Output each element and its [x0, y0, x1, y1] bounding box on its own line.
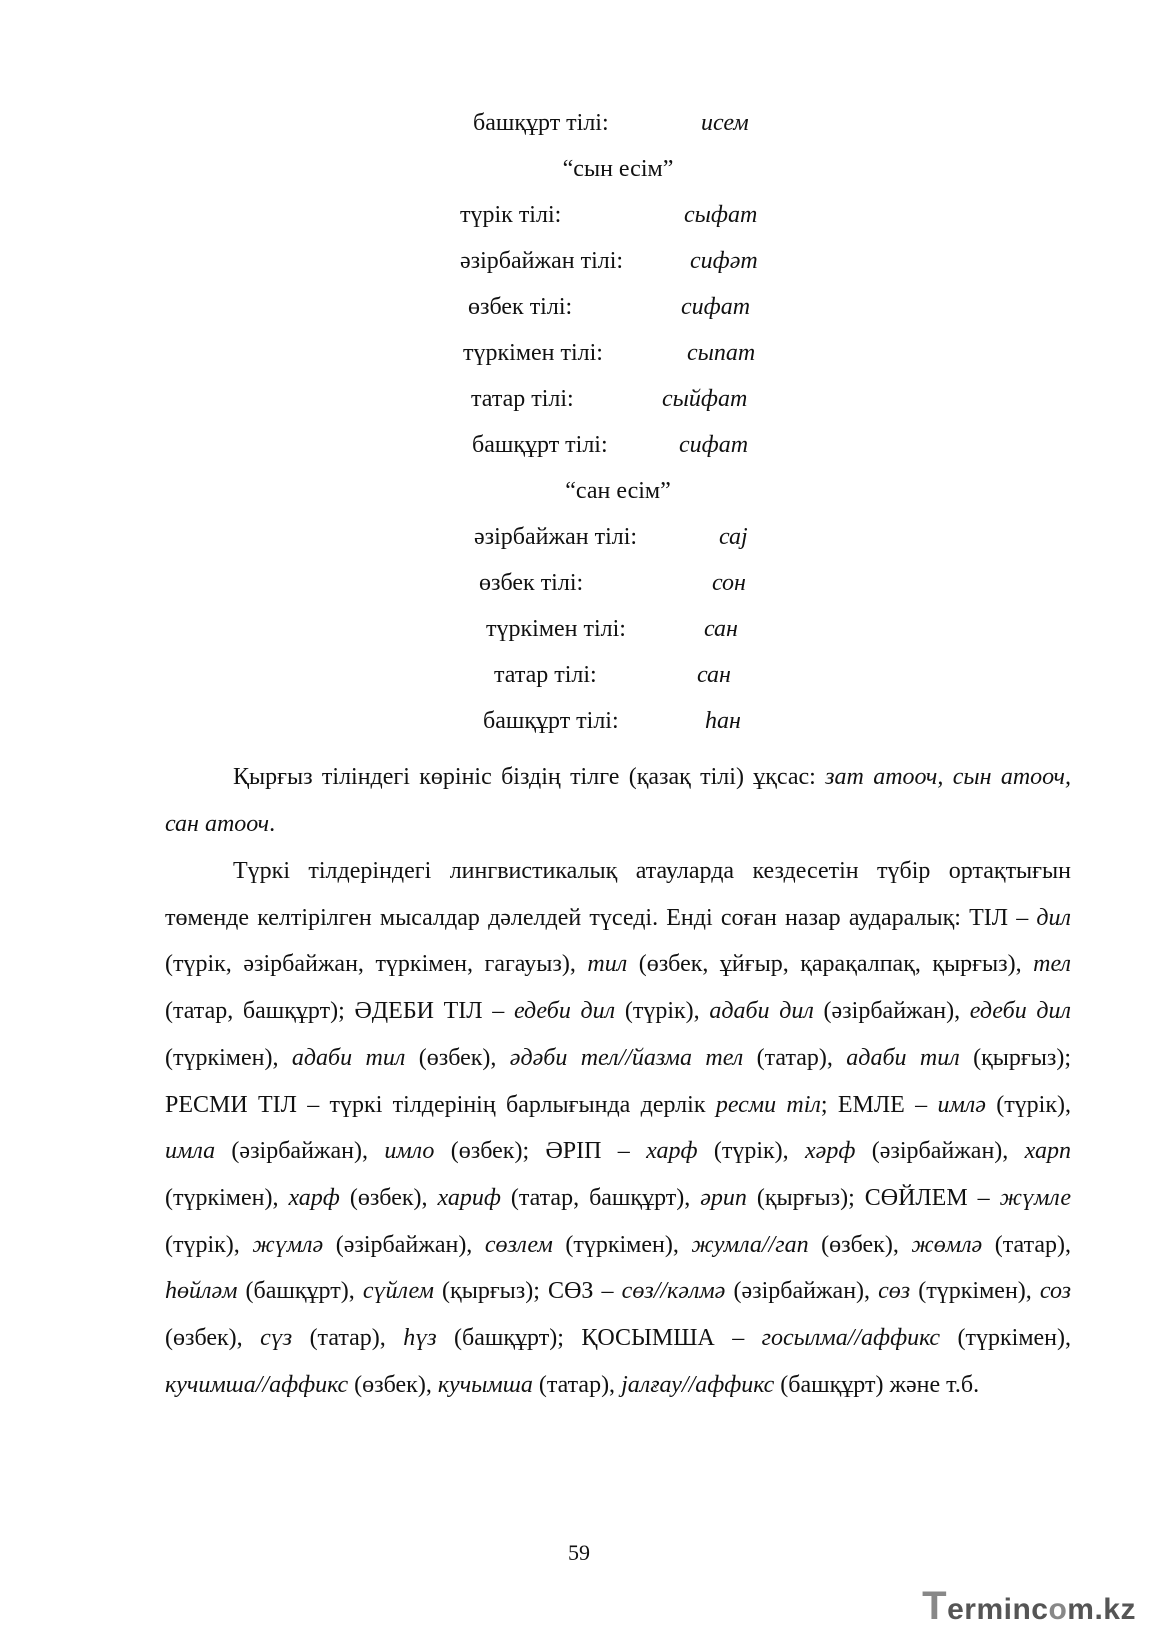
- paragraph-text: (татар, башқұрт); ӘДЕБИ ТІЛ –: [165, 998, 514, 1025]
- paragraph-text: (қырғыз); РЕСМИ ТІЛ – түркі тілдерінің барлығында дерлік: [165, 1044, 1072, 1118]
- list-row: [468, 292, 751, 322]
- paragraph-text: (өзбек); ӘРІП –: [434, 1138, 647, 1165]
- section-heading: “сын есім”: [562, 156, 674, 182]
- term-italic: хәрф: [805, 1138, 856, 1165]
- language-label: татар тілі:: [494, 662, 597, 688]
- paragraph-text: (түркімен),: [910, 1278, 1040, 1305]
- term-word: сон: [712, 570, 746, 596]
- term-italic: һөйләм: [165, 1278, 238, 1305]
- paragraph-text: (түрік),: [985, 1091, 1072, 1118]
- term-italic: имла: [165, 1138, 216, 1165]
- term-italic: едеби дил: [513, 998, 616, 1025]
- term-italic: тел: [1033, 951, 1072, 978]
- term-italic: әрип: [700, 1184, 747, 1211]
- paragraph-text: (түркімен),: [165, 1184, 289, 1211]
- paragraph-text: (татар),: [982, 1231, 1072, 1258]
- term-italic: сөз: [878, 1278, 911, 1305]
- term-italic: ресми тіл: [715, 1091, 821, 1118]
- paragraph-text: (татар),: [292, 1325, 404, 1352]
- paragraph-kyrgyz: [165, 754, 1071, 847]
- term-italic: јалғау//аффикс: [621, 1371, 775, 1398]
- term-italic: жүмле: [999, 1184, 1072, 1211]
- term-italic: адаби тил: [846, 1044, 960, 1071]
- list-row: [486, 614, 738, 644]
- paragraph-text: (түркімен),: [165, 1044, 292, 1071]
- term-italic: жүмлә: [252, 1231, 324, 1258]
- term-italic: кучымша: [437, 1371, 533, 1398]
- paragraph-text: (өзбек),: [808, 1231, 912, 1258]
- paragraph-text: (башқұрт); ҚОСЫМША –: [436, 1325, 762, 1352]
- paragraph-text: (өзбек, ұйғыр, қарақалпақ, қырғыз),: [627, 951, 1034, 978]
- term-italic: харп: [1024, 1138, 1071, 1165]
- term-word: исем: [701, 110, 749, 136]
- page-number: 59: [568, 1540, 590, 1565]
- term-italic: һүз: [403, 1325, 437, 1352]
- list-row: [463, 338, 756, 368]
- term-word: сыпат: [687, 340, 756, 366]
- paragraph-text: (түрік),: [615, 998, 710, 1025]
- list-row: [474, 522, 748, 552]
- list-row: [471, 384, 748, 414]
- term-italic: едеби дил: [969, 998, 1071, 1025]
- paragraph-text: .: [269, 810, 276, 837]
- paragraph-text: (башқұрт),: [237, 1278, 363, 1305]
- term-word: сыфат: [684, 202, 758, 228]
- term-word: сифәт: [690, 248, 758, 274]
- paragraph-text: (әзірбайжан),: [323, 1231, 485, 1258]
- list-row: [473, 108, 749, 138]
- term-word: сифат: [679, 432, 749, 458]
- list-row: [494, 660, 731, 690]
- paragraph-terms: [165, 848, 1071, 1408]
- language-label: түрік тілі:: [460, 202, 562, 228]
- term-italic: имло: [384, 1138, 435, 1165]
- paragraph-text: (башқұрт) және т.б.: [774, 1371, 980, 1398]
- term-italic: сөзлем: [484, 1231, 553, 1258]
- language-label: башқұрт тілі:: [483, 708, 619, 734]
- paragraph-text: (өзбек),: [339, 1184, 438, 1211]
- term-italic: имлә: [937, 1091, 986, 1118]
- term-italic: жумла//гап: [691, 1231, 809, 1258]
- term-italic: дил: [1036, 904, 1071, 931]
- term-word: сифат: [681, 294, 751, 320]
- paragraph-text: (татар, башқұрт),: [500, 1184, 701, 1211]
- paragraph-text: (қырғыз); СӨЙЛЕМ –: [746, 1184, 1000, 1211]
- term-italic: сүз: [260, 1325, 293, 1352]
- language-label: өзбек тілі:: [468, 294, 573, 320]
- term-word: сан: [697, 662, 731, 688]
- list-row: [479, 568, 746, 598]
- language-label: әзірбайжан тілі:: [460, 248, 624, 274]
- language-label: башқұрт тілі:: [473, 110, 609, 136]
- language-label: түркімен тілі:: [463, 340, 603, 366]
- list-row: [460, 246, 758, 276]
- paragraph-text: (әзірбайжан),: [725, 1278, 879, 1305]
- term-italic: сөз//кәлмә: [621, 1278, 726, 1305]
- list-row: [483, 706, 741, 736]
- paragraph-text: (түрік, әзірбайжан, түркімен, гагауыз),: [165, 951, 588, 978]
- paragraph-text: (әзірбайжан),: [215, 1138, 385, 1165]
- term-italic: кучимша//аффикс: [165, 1371, 349, 1398]
- section-heading: “сан есім”: [565, 478, 671, 504]
- term-italic: сүйлем: [362, 1278, 434, 1305]
- term-italic: харф: [288, 1184, 340, 1211]
- paragraph-text: (әзірбайжан),: [855, 1138, 1025, 1165]
- paragraph-text: (өзбек),: [348, 1371, 438, 1398]
- list-row: [472, 430, 749, 460]
- paragraph-text: (түркімен),: [552, 1231, 692, 1258]
- language-label: әзірбайжан тілі:: [474, 524, 638, 550]
- paragraph-text: Қырғыз тіліндегі көрініс біздің тілге (қазақ тілі) ұқсас:: [233, 764, 826, 790]
- termincom-logo: Termincom.kz: [922, 1584, 1136, 1628]
- paragraph-text: (өзбек),: [165, 1325, 261, 1352]
- term-italic: тил: [587, 951, 628, 978]
- term-word: сыйфат: [662, 386, 748, 412]
- paragraph-italic: зат атооч, сын атооч, сан атооч: [165, 764, 1071, 837]
- language-label: түркімен тілі:: [486, 616, 626, 642]
- language-label: башқұрт тілі:: [472, 432, 608, 458]
- term-word: һан: [705, 708, 741, 734]
- term-italic: әдәби тел//йазма тел: [509, 1044, 744, 1071]
- term-italic: адаби тил: [291, 1044, 406, 1071]
- paragraph-text: (әзірбайжан),: [813, 998, 970, 1025]
- paragraph-text: (татар),: [532, 1371, 622, 1398]
- term-word: сај: [719, 524, 748, 550]
- language-label: өзбек тілі:: [479, 570, 584, 596]
- paragraph-text: (қырғыз); СӨЗ –: [433, 1278, 622, 1305]
- term-italic: адаби дил: [709, 998, 814, 1025]
- paragraph-text: (түрік),: [697, 1138, 806, 1165]
- language-label: татар тілі:: [471, 386, 574, 412]
- term-italic: хариф: [437, 1184, 501, 1211]
- term-italic: соз: [1039, 1278, 1072, 1305]
- paragraph-text: (түрік),: [165, 1231, 253, 1258]
- term-italic: жөмлә: [911, 1231, 983, 1258]
- paragraph-text: Түркі тілдеріндегі лингвистикалық атауларда кездесетін түбір ортақтығын төменде келтірілген мысалдар дәлелдей түседі. Енді соған назар аударалық: ТІЛ –: [165, 858, 1071, 931]
- term-italic: госылма//аффикс: [761, 1325, 941, 1352]
- list-row: [460, 200, 758, 230]
- term-word: сан: [704, 616, 738, 642]
- paragraph-text: (түркімен),: [940, 1325, 1071, 1352]
- paragraph-text: ; ЕМЛЕ –: [820, 1091, 938, 1118]
- paragraph-text: (татар),: [743, 1044, 847, 1071]
- paragraph-text: (өзбек),: [405, 1044, 510, 1071]
- term-italic: харф: [646, 1138, 698, 1165]
